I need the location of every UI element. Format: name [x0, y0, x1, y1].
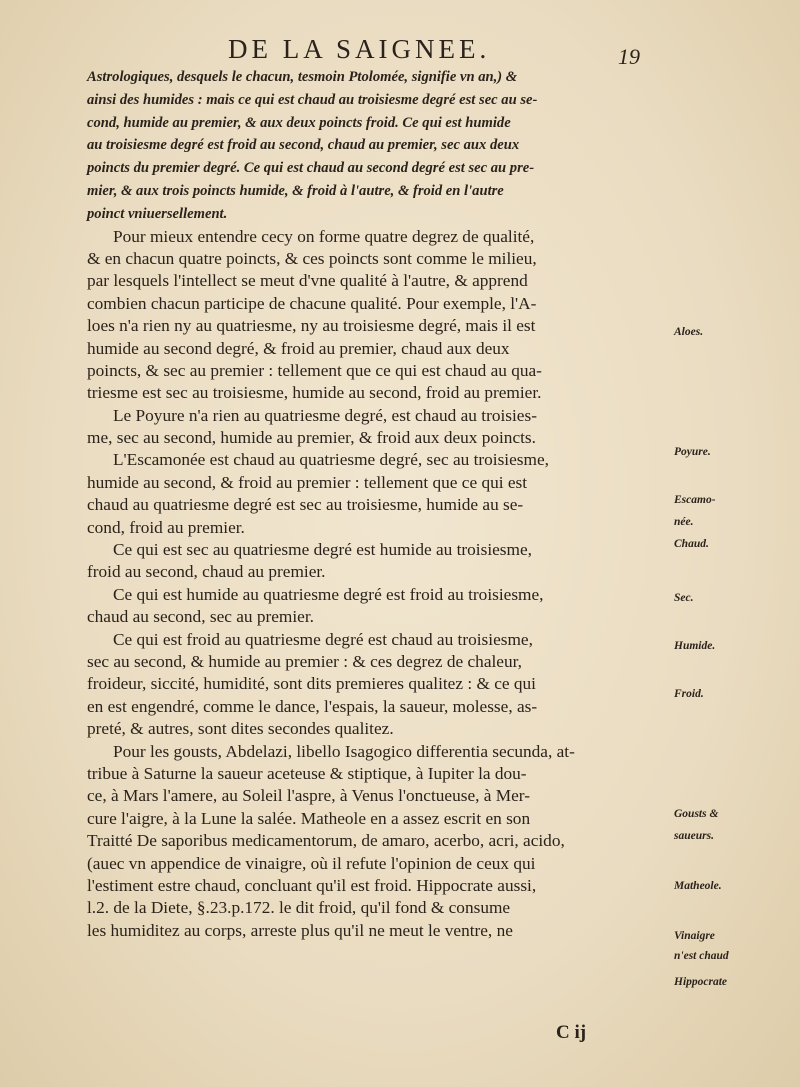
- text-line: cure l'aigre, à la Lune la salée. Matheole en a assez escrit en son: [87, 808, 531, 828]
- margin-note: Humide.: [674, 640, 716, 652]
- text-line: poincts, & sec au premier : tellement que ce qui est chaud au qua-: [87, 360, 542, 380]
- text-line: Ce qui est humide au quatriesme degré est froid au troisiesme,: [113, 584, 544, 604]
- text-line: sec au second, & humide au premier : & ces degrez de chaleur,: [87, 652, 522, 671]
- margin-note: Matheole.: [674, 880, 722, 892]
- main-text-block: [87, 66, 679, 942]
- text-line: (auec vn appendice de vinaigre, où il refute l'opinion de ceux qui: [87, 853, 536, 873]
- text-line: poincts du premier degré. Ce qui est chaud au second degré est sec au pre-: [87, 160, 535, 177]
- text-line: Ce qui est froid au quatriesme degré est chaud au troisiesme,: [113, 629, 533, 649]
- margin-note: Hippocrate: [674, 976, 728, 988]
- text-line: cond, froid au premier.: [87, 517, 245, 537]
- margin-note: Aloes.: [674, 326, 704, 338]
- text-line: Le Poyure n'a rien au quatriesme degré, est chaud au troisies-: [113, 405, 537, 425]
- text-line: en est engendré, comme le dance, l'espais, la saueur, molesse, as-: [87, 696, 538, 716]
- text-line: tribue à Saturne la saueur aceteuse & stiptique, à Iupiter la dou-: [87, 763, 527, 783]
- margin-note: n'est chaud: [674, 950, 729, 962]
- margin-note: Sec.: [674, 592, 694, 604]
- running-title: DE LA SAIGNEE.: [228, 34, 491, 64]
- margin-note: Froid.: [674, 688, 704, 700]
- text-line: Pour mieux entendre cecy on forme quatre degrez de qualité,: [113, 226, 535, 246]
- text-line: loes n'a rien ny au quatriesme, ny au troisiesme degré, mais il est: [87, 316, 536, 336]
- margin-note: saueurs.: [674, 830, 714, 842]
- text-line: L'Escamonée est chaud au quatriesme degré, sec au troisiesme,: [113, 450, 549, 470]
- text-line: froid au second, chaud au premier.: [87, 562, 326, 582]
- text-line: l'estiment estre chaud, concluant qu'il est froid. Hippocrate aussi,: [87, 875, 537, 895]
- text-line: combien chacun participe de chacune qualité. Pour exemple, l'A-: [87, 293, 537, 313]
- text-line: mier, & aux trois poincts humide, & froid à l'autre, & froid en l'autre: [87, 182, 504, 199]
- text-line: par lesquels l'intellect se meut d'vne qualité à l'autre, & apprend: [87, 271, 528, 291]
- margin-note: Escamo-: [674, 494, 716, 506]
- text-line: au troisiesme degré est froid au second, chaud au premier, sec aux deux: [87, 137, 520, 154]
- margin-note: Chaud.: [674, 538, 709, 550]
- text-line: chaud au second, sec au premier.: [87, 607, 314, 627]
- text-line: cond, humide au premier, & aux deux poincts froid. Ce qui est humide: [87, 114, 511, 131]
- text-line: Traitté De saporibus medicamentorum, de amaro, acerbo, acri, acido,: [87, 831, 565, 851]
- text-line: l.2. de la Diete, §.23.p.172. le dit froid, qu'il fond & consume: [87, 898, 511, 918]
- margin-note: née.: [674, 516, 694, 528]
- text-line: me, sec au second, humide au premier, & froid aux deux poincts.: [87, 428, 536, 448]
- text-line: les humiditez au corps, arreste plus qu'il ne meut le ventre, ne: [87, 920, 513, 940]
- signature-mark: C ij: [556, 1022, 587, 1043]
- text-line: Astrologiques, desquels le chacun, tesmoin Ptolomée, signifie vn an,) &: [87, 69, 518, 85]
- text-line: froideur, siccité, humidité, sont dits premieres qualitez : & ce qui: [87, 674, 536, 694]
- text-line: preté, & autres, sont dites secondes qualitez.: [87, 719, 394, 739]
- margin-note: Poyure.: [674, 446, 711, 458]
- text-line: poinct vniuersellement.: [87, 205, 228, 222]
- text-line: triesme est sec au troisiesme, humide au second, froid au premier.: [87, 383, 542, 403]
- page-number: 19: [618, 44, 640, 69]
- text-line: Pour les gousts, Abdelazi, libello Isagogico differentia secunda, at-: [113, 741, 575, 761]
- margin-notes: [674, 0, 784, 1087]
- margin-note: Vinaigre: [674, 930, 715, 942]
- text-line: Ce qui est sec au quatriesme degré est humide au troisiesme,: [113, 540, 532, 560]
- text-line: & en chacun quatre poincts, & ces poincts sont comme le milieu,: [87, 248, 537, 268]
- text-line: ce, à Mars l'amere, au Soleil l'aspre, à Venus l'onctueuse, à Mer-: [87, 786, 530, 806]
- text-line: chaud au quatriesme degré est sec au troisiesme, humide au se-: [87, 495, 524, 515]
- text-line: humide au second degré, & froid au premier, chaud aux deux: [87, 338, 510, 358]
- margin-note: Gousts &: [674, 808, 719, 820]
- text-line: humide au second, & froid au premier : tellement que ce qui est: [87, 472, 528, 492]
- text-line: ainsi des humides : mais ce qui est chaud au troisiesme degré est sec au se-: [87, 91, 538, 108]
